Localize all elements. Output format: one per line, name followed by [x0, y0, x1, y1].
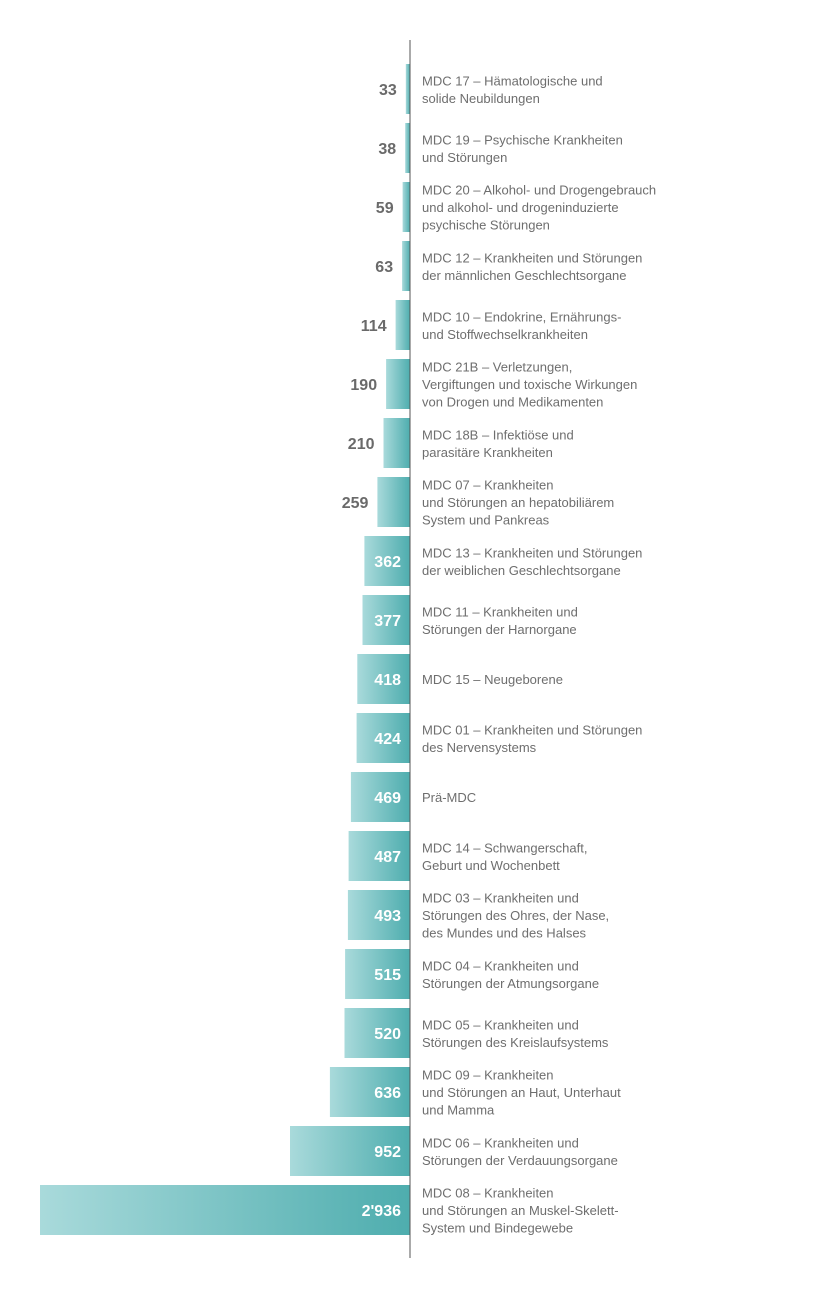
category-label-line: und alkohol- und drogeninduzierte	[422, 200, 619, 215]
category-label	[422, 1135, 618, 1168]
bar-value-label: 114	[360, 318, 387, 335]
category-label	[422, 604, 578, 637]
category-label	[422, 250, 642, 283]
category-label	[422, 309, 621, 342]
bar-value-label: 38	[378, 141, 397, 158]
category-label-line: psychische Störungen	[422, 217, 550, 233]
category-label	[422, 958, 599, 991]
category-label-line: Störungen der Verdauungsorgane	[422, 1152, 618, 1168]
category-label	[422, 672, 563, 687]
category-label-line: der männlichen Geschlechtsorgane	[422, 267, 627, 283]
category-label-line: Vergiftungen und toxische Wirkungen	[422, 377, 638, 392]
category-label	[422, 183, 656, 233]
bar	[403, 182, 410, 232]
bar	[405, 123, 410, 173]
bar	[40, 1185, 410, 1235]
category-label-line: MDC 11 – Krankheiten und	[422, 604, 578, 620]
category-label-line: MDC 14 – Schwangerschaft,	[422, 840, 588, 856]
category-label	[422, 360, 637, 410]
category-label-line: MDC 03 – Krankheiten und	[422, 890, 579, 906]
bar-value-label: 362	[374, 554, 401, 571]
category-label-line: MDC 06 – Krankheiten und	[422, 1135, 579, 1151]
category-label-line: der weiblichen Geschlechtsorgane	[422, 562, 621, 578]
category-label	[422, 478, 614, 528]
category-label-line: Störungen der Atmungsorgane	[422, 975, 600, 991]
category-label-line: MDC 18B – Infektiöse und	[422, 427, 574, 443]
category-label-line: Geburt und Wochenbett	[422, 857, 560, 873]
category-label	[422, 427, 574, 460]
category-label-line: solide Neubildungen	[422, 90, 540, 106]
category-label-line: MDC 10 – Endokrine, Ernährungs-	[422, 309, 622, 325]
category-label	[422, 1186, 619, 1236]
bar-value-label: 190	[350, 377, 378, 394]
category-label-line: MDC 05 – Krankheiten und	[422, 1017, 579, 1033]
category-label-line: MDC 19 – Psychische Krankheiten	[422, 132, 623, 148]
category-label	[422, 1017, 609, 1050]
category-label-line: Prä-MDC	[422, 790, 477, 805]
category-label-line: des Nervensystems	[422, 739, 537, 755]
category-label-line: und Mamma	[422, 1102, 495, 1118]
category-label	[422, 891, 609, 941]
category-label-line: MDC 12 – Krankheiten und Störungen	[422, 250, 643, 266]
category-label	[422, 840, 587, 873]
category-label	[422, 132, 623, 165]
category-label-line: und Störungen	[422, 149, 508, 165]
category-label-line: MDC 07 – Krankheiten	[422, 477, 554, 493]
category-label-line: Störungen des Kreislaufsystems	[422, 1034, 609, 1050]
bar-value-label: 424	[374, 731, 401, 748]
bar-value-label: 487	[374, 849, 401, 866]
bar	[402, 241, 410, 291]
category-label-line: des Mundes und des Halses	[422, 925, 587, 941]
category-label	[422, 545, 642, 578]
category-label-line: MDC 15 – Neugeborene	[422, 672, 563, 687]
category-label-line: Störungen des Ohres, der Nase,	[422, 908, 610, 923]
bar	[396, 300, 410, 350]
category-label-line: und Störungen an Haut, Unterhaut	[422, 1085, 621, 1100]
category-label-line: System und Bindegewebe	[422, 1220, 574, 1236]
category-label-line: MDC 13 – Krankheiten und Störungen	[422, 545, 643, 561]
category-label-line: und Stoffwechselkrankheiten	[422, 326, 588, 342]
category-label-line: und Störungen an hepatobiliärem	[422, 495, 615, 510]
bar	[384, 418, 411, 468]
bar-value-label: 469	[374, 790, 401, 807]
category-label-line: und Störungen an Muskel-Skelett-	[422, 1203, 619, 1218]
category-label	[422, 790, 476, 805]
bar	[406, 64, 410, 114]
bar-value-label: 952	[374, 1144, 401, 1161]
category-label-line: MDC 01 – Krankheiten und Störungen	[422, 722, 643, 738]
bar-value-label: 515	[374, 967, 401, 984]
category-label-line: System und Pankreas	[422, 512, 550, 528]
bar-value-label: 418	[374, 672, 401, 689]
category-label	[422, 1068, 621, 1118]
bar-value-label: 2'936	[361, 1203, 401, 1220]
category-label-line: MDC 17 – Hämatologische und	[422, 73, 603, 89]
bar-value-label: 520	[374, 1026, 401, 1043]
bar-value-label: 636	[374, 1085, 401, 1102]
bar-value-label: 63	[375, 259, 394, 276]
bar	[377, 477, 410, 527]
category-label-line: MDC 09 – Krankheiten	[422, 1067, 554, 1083]
category-label-line: von Drogen und Medikamenten	[422, 394, 604, 410]
bar-value-label: 377	[374, 613, 401, 630]
bar-value-label: 493	[374, 908, 401, 925]
category-label	[422, 722, 642, 755]
category-label-line: MDC 21B – Verletzungen,	[422, 359, 573, 375]
bar-value-label: 33	[379, 82, 397, 99]
category-label	[422, 73, 603, 106]
category-label-line: MDC 08 – Krankheiten	[422, 1185, 554, 1201]
bar-value-label: 59	[375, 200, 394, 217]
bar	[386, 359, 410, 409]
category-label-line: parasitäre Krankheiten	[422, 444, 553, 460]
bars-group	[40, 64, 656, 1236]
bar-value-label: 210	[347, 436, 375, 453]
bar-value-label: 259	[341, 495, 369, 512]
category-label-line: Störungen der Harnorgane	[422, 621, 577, 637]
category-label-line: MDC 04 – Krankheiten und	[422, 958, 579, 974]
category-label-line: MDC 20 – Alkohol- und Drogengebrauch	[422, 182, 657, 198]
